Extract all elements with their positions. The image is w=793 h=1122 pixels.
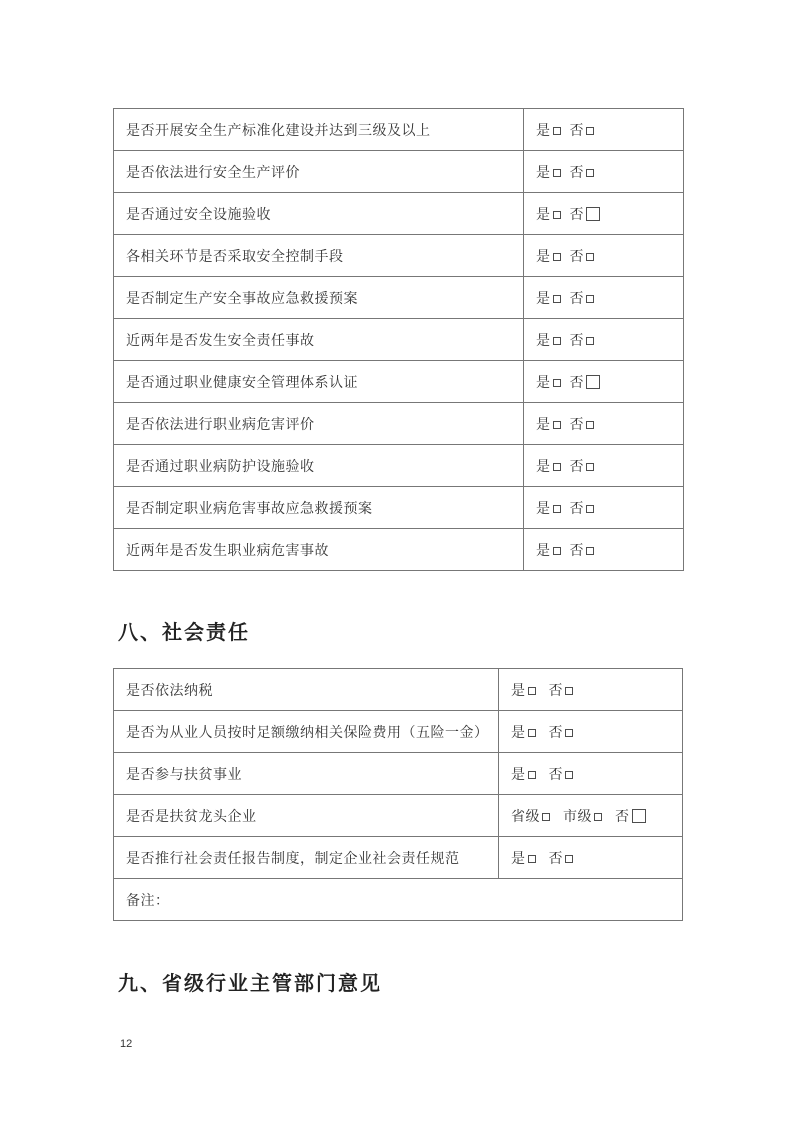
checkbox-option (570, 458, 595, 474)
question-cell: 是否开展安全生产标准化建设并达到三级及以上 (114, 109, 524, 151)
checkbox-square-icon (553, 547, 561, 555)
checkbox-option (536, 290, 561, 306)
question-cell: 是否通过职业健康安全管理体系认证 (114, 361, 524, 403)
checkbox-option (563, 808, 602, 824)
checkbox-option-label: 省级 (511, 807, 540, 824)
checkbox-option-label: 是 (536, 373, 551, 390)
checkbox-option (570, 290, 595, 306)
checkbox-option (570, 542, 595, 558)
table-row (114, 529, 684, 571)
checkbox-option (549, 766, 574, 782)
answer-cell (524, 445, 684, 487)
checkbox-square-icon (586, 463, 594, 471)
answer-cell (499, 711, 683, 753)
question-cell: 是否制定职业病危害事故应急救援预案 (114, 487, 524, 529)
table-row (114, 711, 683, 753)
checkbox-option-label: 否 (569, 499, 584, 516)
checkbox-option-label: 是 (536, 499, 551, 516)
table-row (114, 151, 684, 193)
checkbox-option-label: 是 (511, 723, 526, 740)
table-row (114, 193, 684, 235)
checkbox-option (511, 850, 536, 866)
checkbox-option (536, 164, 561, 180)
checkbox-option-label: 否 (569, 121, 584, 138)
table-row (114, 879, 683, 921)
table-row (114, 235, 684, 277)
checkbox-option-label: 是 (536, 415, 551, 432)
checkbox-square-icon (594, 813, 602, 821)
checkbox-option-label: 是 (536, 289, 551, 306)
table-row (114, 445, 684, 487)
checkbox-square-icon (528, 729, 536, 737)
checkbox-square-icon (553, 211, 561, 219)
question-cell: 是否依法纳税 (114, 669, 499, 711)
checkbox-option (570, 374, 601, 390)
checkbox-option-label: 是 (536, 457, 551, 474)
table-row (114, 109, 684, 151)
page-number: 12 (120, 1038, 133, 1050)
checkbox-option (570, 248, 595, 264)
answer-cell (499, 669, 683, 711)
checkbox-square-icon (565, 771, 573, 779)
checkbox-option (536, 248, 561, 264)
checkbox-square-icon (586, 207, 600, 221)
section-heading-provincial-authority-opinion: 九、省级行业主管部门意见 (118, 973, 382, 995)
checkbox-option-label: 是 (511, 681, 526, 698)
safety-production-table (113, 108, 684, 571)
checkbox-option-label: 是 (536, 247, 551, 264)
question-cell: 是否是扶贫龙头企业 (114, 795, 499, 837)
checkbox-option-label: 否 (569, 289, 584, 306)
checkbox-option-label: 是 (536, 541, 551, 558)
answer-cell (524, 403, 684, 445)
social-responsibility-table (113, 668, 683, 921)
table-row (114, 277, 684, 319)
table-row (114, 669, 683, 711)
checkbox-option-label: 否 (569, 457, 584, 474)
checkbox-option (536, 542, 561, 558)
question-cell: 是否制定生产安全事故应急救援预案 (114, 277, 524, 319)
answer-cell (499, 753, 683, 795)
checkbox-square-icon (586, 505, 594, 513)
checkbox-square-icon (528, 771, 536, 779)
checkbox-option-label: 否 (569, 163, 584, 180)
checkbox-option-label: 是 (511, 765, 526, 782)
checkbox-option (536, 206, 561, 222)
table-row (114, 403, 684, 445)
checkbox-option (570, 500, 595, 516)
checkbox-square-icon (553, 505, 561, 513)
question-cell: 是否推行社会责任报告制度，制定企业社会责任规范 (114, 837, 499, 879)
checkbox-option (536, 500, 561, 516)
checkbox-option (536, 122, 561, 138)
checkbox-square-icon (528, 855, 536, 863)
checkbox-square-icon (586, 547, 594, 555)
question-cell: 近两年是否发生安全责任事故 (114, 319, 524, 361)
checkbox-option-label: 是 (536, 163, 551, 180)
checkbox-option (511, 766, 536, 782)
checkbox-option (511, 808, 550, 824)
table-row (114, 795, 683, 837)
checkbox-square-icon (553, 253, 561, 261)
checkbox-square-icon (565, 729, 573, 737)
table-row (114, 319, 684, 361)
checkbox-option (570, 206, 601, 222)
checkbox-option (615, 808, 646, 824)
checkbox-option (511, 682, 536, 698)
note-cell: 备注： (114, 879, 683, 921)
answer-cell (524, 193, 684, 235)
checkbox-option (570, 164, 595, 180)
checkbox-option-label: 否 (569, 373, 584, 390)
checkbox-option-label: 否 (615, 807, 630, 824)
question-cell: 是否依法进行职业病危害评价 (114, 403, 524, 445)
checkbox-option-label: 否 (569, 205, 584, 222)
answer-cell (499, 837, 683, 879)
checkbox-square-icon (632, 809, 646, 823)
question-cell: 是否通过职业病防护设施验收 (114, 445, 524, 487)
question-cell: 各相关环节是否采取安全控制手段 (114, 235, 524, 277)
question-cell: 是否参与扶贫事业 (114, 753, 499, 795)
checkbox-option-label: 是 (536, 121, 551, 138)
table-row (114, 361, 684, 403)
table-row (114, 837, 683, 879)
answer-cell (524, 487, 684, 529)
checkbox-option-label: 否 (569, 331, 584, 348)
answer-cell (524, 151, 684, 193)
checkbox-option-label: 是 (536, 205, 551, 222)
checkbox-option (549, 850, 574, 866)
checkbox-square-icon (528, 687, 536, 695)
checkbox-square-icon (553, 421, 561, 429)
checkbox-option-label: 否 (548, 723, 563, 740)
section-heading-social-responsibility: 八、社会责任 (118, 622, 250, 644)
answer-cell (524, 235, 684, 277)
checkbox-square-icon (553, 379, 561, 387)
checkbox-option (549, 724, 574, 740)
checkbox-square-icon (553, 295, 561, 303)
checkbox-square-icon (586, 295, 594, 303)
checkbox-square-icon (542, 813, 550, 821)
checkbox-square-icon (553, 169, 561, 177)
checkbox-square-icon (586, 253, 594, 261)
table-row (114, 753, 683, 795)
answer-cell (524, 109, 684, 151)
table-row (114, 487, 684, 529)
checkbox-square-icon (565, 687, 573, 695)
question-cell: 是否通过安全设施验收 (114, 193, 524, 235)
checkbox-option (536, 416, 561, 432)
question-cell: 是否为从业人员按时足额缴纳相关保险费用（五险一金） (114, 711, 499, 753)
checkbox-square-icon (586, 127, 594, 135)
checkbox-option (570, 122, 595, 138)
checkbox-option (570, 332, 595, 348)
checkbox-option-label: 是 (511, 849, 526, 866)
checkbox-option-label: 是 (536, 331, 551, 348)
checkbox-square-icon (553, 127, 561, 135)
checkbox-option-label: 否 (548, 849, 563, 866)
checkbox-option-label: 否 (548, 681, 563, 698)
checkbox-square-icon (553, 337, 561, 345)
checkbox-option (570, 416, 595, 432)
checkbox-square-icon (586, 375, 600, 389)
checkbox-option (536, 458, 561, 474)
checkbox-option-label: 否 (548, 765, 563, 782)
answer-cell (524, 277, 684, 319)
checkbox-option-label: 否 (569, 541, 584, 558)
checkbox-square-icon (586, 337, 594, 345)
checkbox-option-label: 否 (569, 247, 584, 264)
checkbox-square-icon (553, 463, 561, 471)
checkbox-option (536, 374, 561, 390)
checkbox-square-icon (586, 169, 594, 177)
checkbox-option (536, 332, 561, 348)
checkbox-option (549, 682, 574, 698)
question-cell: 是否依法进行安全生产评价 (114, 151, 524, 193)
answer-cell (524, 319, 684, 361)
answer-cell (524, 361, 684, 403)
answer-cell (499, 795, 683, 837)
checkbox-square-icon (565, 855, 573, 863)
checkbox-option-label: 市级 (563, 807, 592, 824)
checkbox-square-icon (586, 421, 594, 429)
answer-cell (524, 529, 684, 571)
checkbox-option-label: 否 (569, 415, 584, 432)
checkbox-option (511, 724, 536, 740)
question-cell: 近两年是否发生职业病危害事故 (114, 529, 524, 571)
